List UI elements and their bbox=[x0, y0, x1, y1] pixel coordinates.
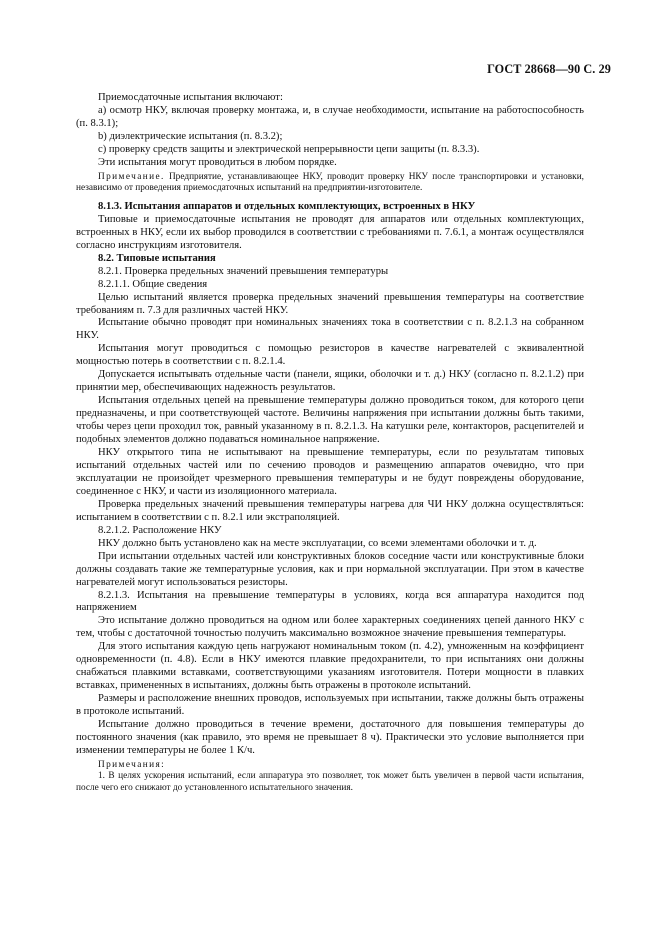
list-item: а) осмотр НКУ, включая проверку монтажа, и, в случае необходимости, испытание на работоспособность (п. 8.3.1); bbox=[76, 104, 584, 129]
note: 1. В целях ускорения испытаний, если аппаратура это позволяет, ток может быть увеличен в первой части испытания, после чего его снижают до установленного испытательного значения. bbox=[76, 771, 584, 794]
section-heading: 8.1.3. Испытания аппаратов и отдельных комплектующих, встроенных в НКУ bbox=[98, 200, 476, 212]
paragraph: НКУ должно быть установлено как на месте эксплуатации, со всеми элементами оболочки и т. д. bbox=[98, 537, 537, 549]
paragraph: Эти испытания могут проводиться в любом порядке. bbox=[98, 156, 337, 168]
subsection-heading: 8.2.1.1. Общие сведения bbox=[98, 278, 208, 290]
paragraph: Для этого испытания каждую цепь нагружают номинальным током (п. 4.2), умноженным на коэффициент одновременности (п. 4.8). Если в НКУ имеются плавкие предохранители, то при испытаниях они должны снабжаться плавкими вставками, соответствующими указаниям изготовителя. Потери мощности в плавких вставках, примененных в испытаниях, должны быть отражены в протоколе испытаний. bbox=[76, 641, 584, 692]
subsection-heading: 8.2.1.2. Расположение НКУ bbox=[98, 524, 222, 536]
page-header: ГОСТ 28668—90 С. 29 bbox=[487, 62, 611, 76]
subsection-heading: 8.2.1. Проверка предельных значений превышения температуры bbox=[98, 265, 389, 277]
note-text: Предприятие, устанавливающее НКУ, проводит проверку НКУ после транспортировки и установки, независимо от проведения приемосдаточных испытаний на предприятии-изготовителе. bbox=[76, 171, 584, 194]
paragraph: Испытание должно проводиться в течение времени, достаточного для повышения температуры до постоянного значения (как правило, это время не превышает 8 ч). Практически это условие выполняется при изменении температуры не более 1 К/ч. bbox=[76, 719, 584, 756]
paragraph: Приемосдаточные испытания включают: bbox=[98, 92, 283, 103]
paragraph: Типовые и приемосдаточные испытания не проводят для аппаратов или отдельных комплектующих, встроенных в НКУ, если их выбор проводился в соответствии с требованиями п. 7.6.1, а монтаж осуществлялся согласно инструкциям изготовителя. bbox=[76, 213, 584, 251]
note-label: Примечание. bbox=[98, 171, 165, 182]
notes-label bbox=[76, 760, 584, 772]
paragraph: Испытания могут проводиться с помощью резисторов в качестве нагревателей с эквивалентной мощностью потерь в соответствии с п. 8.2.1.4. bbox=[76, 343, 584, 368]
paragraph: При испытании отдельных частей или конструктивных блоков соседние части или конструктивные блоки должны создавать такие же температурные условия, как и при нормальной эксплуатации. При этом в качестве нагревателей могут использоваться резисторы. bbox=[76, 550, 584, 588]
subsection-heading: 8.2.1.3. Испытания на превышение температуры в условиях, когда вся аппаратура находится под напряжением bbox=[76, 589, 584, 614]
paragraph: Допускается испытывать отдельные части (панели, ящики, оболочки и т. д.) НКУ (согласно п. 8.2.1.2) при принятии мер, обеспечивающих надежность результатов. bbox=[76, 369, 584, 394]
section-heading: 8.2. Типовые испытания bbox=[98, 252, 216, 264]
paragraph: Испытания отдельных цепей на превышение температуры должно проводиться током, для которого цепи предназначены, и при соответствующей частоте. Величины напряжения при испытании должны быть такими, чтобы через цепи проходил ток, равный указанному в п. 8.2.1.3. На катушки реле, контакторов, расцепителей и подобных элементов должно подаваться номинальное напряжение. bbox=[76, 395, 584, 446]
list-item: с) проверку средств защиты и электрической непрерывности цепи защиты (п. 8.3.3). bbox=[98, 143, 480, 155]
page-body bbox=[76, 92, 584, 795]
paragraph: Размеры и расположение внешних проводов, используемых при испытании, также должны быть отражены в протоколе испытаний. bbox=[76, 693, 584, 718]
list-item: b) диэлектрические испытания (п. 8.3.2); bbox=[98, 130, 283, 142]
notes-label-text: Примечания: bbox=[98, 759, 166, 770]
paragraph: Целью испытаний является проверка предельных значений превышения температуры на соответствие требованиям п. 7.3 для различных частей НКУ. bbox=[76, 291, 584, 316]
note bbox=[76, 172, 584, 195]
paragraph: Это испытание должно проводиться на одном или более характерных соединениях цепей данного НКУ с тем, чтобы с достаточной точностью получить максимально возможное значение превышения температуры. bbox=[76, 615, 584, 640]
paragraph: Испытание обычно проводят при номинальных значениях тока в соответствии с п. 8.2.1.3 на собранном НКУ. bbox=[76, 317, 584, 342]
paragraph: Проверка предельных значений превышения температуры нагрева для ЧИ НКУ должна осуществляться: испытанием в соответствии с п. 8.2.1 или экстраполяцией. bbox=[76, 498, 584, 523]
paragraph: НКУ открытого типа не испытывают на превышение температуры, если по результатам типовых испытаний отдельных частей или по сечению проводов и размещению аппаратов очевидно, что при эксплуатации не произойдет чрезмерного превышения температуры и не будут повреждены оборудование, соединенное с НКУ, и части из изоляционного материала. bbox=[76, 447, 584, 497]
